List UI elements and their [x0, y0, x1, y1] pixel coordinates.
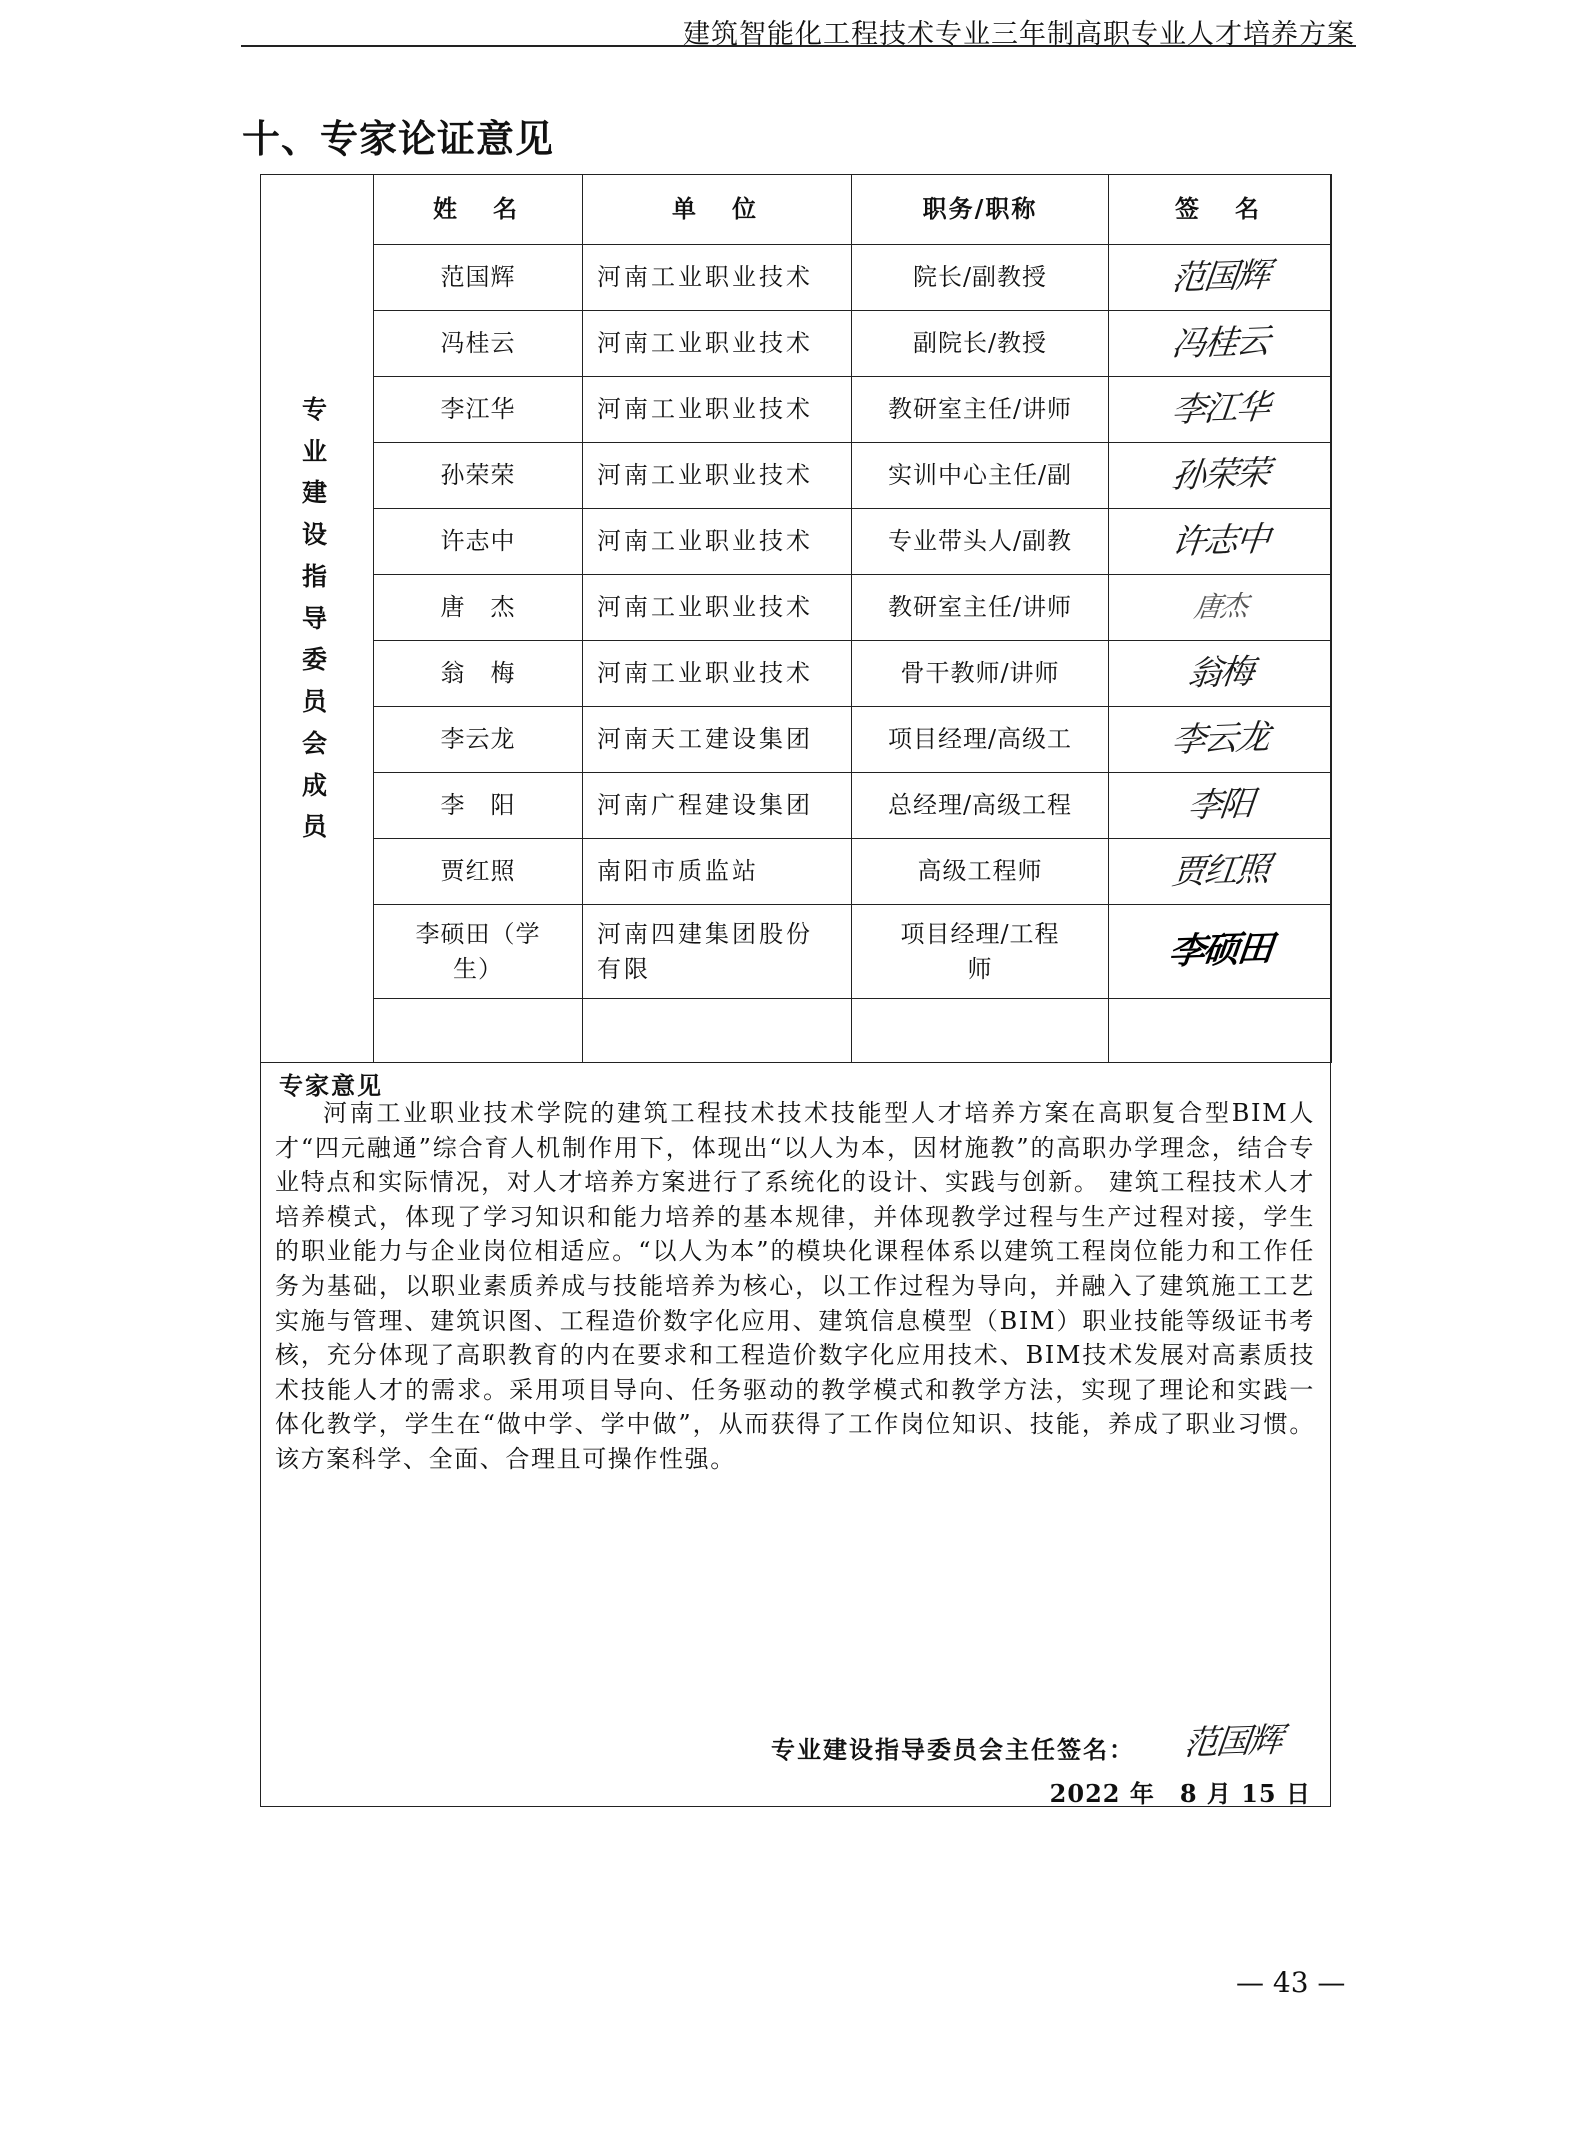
member-position: 院长/副教授	[852, 245, 1109, 311]
table-row-empty	[261, 999, 1332, 1063]
committee-side-label: 专业建设指导委员会成员	[261, 175, 374, 1063]
member-position: 项目经理/高级工	[852, 707, 1109, 773]
member-signature: 李云龙	[1109, 707, 1332, 773]
member-unit: 河南四建集团股份有限	[583, 905, 852, 999]
table-row	[261, 311, 1332, 377]
member-position: 高级工程师	[852, 839, 1109, 905]
member-name: 贾红照	[374, 839, 583, 905]
empty-cell	[1109, 999, 1332, 1063]
member-position: 实训中心主任/副	[852, 443, 1109, 509]
signature-date: 2022 年 8 月 15 日	[1049, 1779, 1311, 1808]
expert-opinion-section	[261, 1062, 1329, 1806]
member-name: 李硕田（学生）	[374, 905, 583, 999]
column-header-name: 姓 名	[374, 175, 583, 245]
column-header-unit: 单 位	[583, 175, 852, 245]
member-unit: 河南工业职业技术	[583, 575, 852, 641]
column-header-signature: 签 名	[1109, 175, 1332, 245]
running-header: 建筑智能化工程技术专业三年制高职专业人才培养方案	[683, 19, 1355, 50]
table-row	[261, 707, 1332, 773]
empty-cell	[583, 999, 852, 1063]
header-rule	[241, 45, 1356, 47]
expert-opinion-body: 河南工业职业技术学院的建筑工程技术技术技能型人才培养方案在高职复合型BIM人才“四元融通”综合育人机制作用下，体现出“以人为本，因材施教”的高职办学理念，结合专业特点和实际情况，对人才培养方案进行了系统化的设计、实践与创新。 建筑工程技术人才培养模式，体现了学习知识和能力培养的基本规律，并体现教学过程与生产过程对接，学生的职业能力与企业岗位相适应。“以人为本”的模块化课程体系以建筑工程岗位能力和工作任务为基础，以职业素质养成与技能培养为核心，以工作过程为导向，并融入了建筑施工工艺实施与管理、建筑识图、工程造价数字化应用、建筑信息模型（BIM）职业技能等级证书考核，充分体现了高职教育的内在要求和工程造价数字化应用技术、BIM技术发展对高素质技术技能人才的需求。采用项目导向、任务驱动的教学模式和教学方法，实现了理论和实践一体化教学，学生在“做中学、学中做”，从而获得了工作岗位知识、技能，养成了职业习惯。该方案科学、全面、合理且可操作性强。	[275, 1099, 1315, 1473]
member-name: 李云龙	[374, 707, 583, 773]
member-signature: 许志中	[1109, 509, 1332, 575]
member-name: 范国辉	[374, 245, 583, 311]
member-signature: 李江华	[1109, 377, 1332, 443]
expert-opinion-title: 专家意见	[279, 1071, 383, 1100]
member-position: 教研室主任/讲师	[852, 377, 1109, 443]
table-header-row	[261, 175, 1332, 245]
page-number: — 43 —	[1236, 1966, 1346, 1999]
member-position: 专业带头人/副教	[852, 509, 1109, 575]
member-position: 教研室主任/讲师	[852, 575, 1109, 641]
member-signature: 冯桂云	[1109, 311, 1332, 377]
director-signature: 范国辉	[1182, 1720, 1283, 1764]
member-unit: 河南工业职业技术	[583, 509, 852, 575]
member-name: 翁 梅	[374, 641, 583, 707]
column-header-position: 职务/职称	[852, 175, 1109, 245]
member-name: 许志中	[374, 509, 583, 575]
table-row	[261, 641, 1332, 707]
member-unit: 南阳市质监站	[583, 839, 852, 905]
empty-cell	[852, 999, 1109, 1063]
member-name: 冯桂云	[374, 311, 583, 377]
member-signature: 孙荣荣	[1109, 443, 1332, 509]
member-unit: 河南工业职业技术	[583, 641, 852, 707]
table-row	[261, 443, 1332, 509]
member-name: 李 阳	[374, 773, 583, 839]
member-signature: 李阳	[1109, 773, 1332, 839]
table-row	[261, 839, 1332, 905]
table-row	[261, 905, 1332, 999]
table-row	[261, 377, 1332, 443]
member-name: 唐 杰	[374, 575, 583, 641]
section-title: 十、专家论证意见	[242, 116, 555, 161]
table-row	[261, 773, 1332, 839]
member-unit: 河南工业职业技术	[583, 443, 852, 509]
member-unit: 河南广程建设集团	[583, 773, 852, 839]
empty-cell	[374, 999, 583, 1063]
member-unit: 河南天工建设集团	[583, 707, 852, 773]
member-signature: 范国辉	[1109, 245, 1332, 311]
table-row	[261, 575, 1332, 641]
member-position: 总经理/高级工程	[852, 773, 1109, 839]
member-unit: 河南工业职业技术	[583, 245, 852, 311]
member-unit: 河南工业职业技术	[583, 311, 852, 377]
member-name: 孙荣荣	[374, 443, 583, 509]
member-signature: 翁梅	[1109, 641, 1332, 707]
table-row	[261, 509, 1332, 575]
member-signature: 贾红照	[1109, 839, 1332, 905]
table-row	[261, 245, 1332, 311]
committee-table	[260, 174, 1332, 1063]
member-signature: 唐杰	[1109, 575, 1332, 641]
member-signature: 李硕田	[1109, 905, 1332, 999]
member-unit: 河南工业职业技术	[583, 377, 852, 443]
member-position: 副院长/教授	[852, 311, 1109, 377]
member-position: 项目经理/工程师	[852, 905, 1109, 999]
member-name: 李江华	[374, 377, 583, 443]
director-signature-label: 专业建设指导委员会主任签名：	[771, 1735, 1135, 1764]
member-position: 骨干教师/讲师	[852, 641, 1109, 707]
